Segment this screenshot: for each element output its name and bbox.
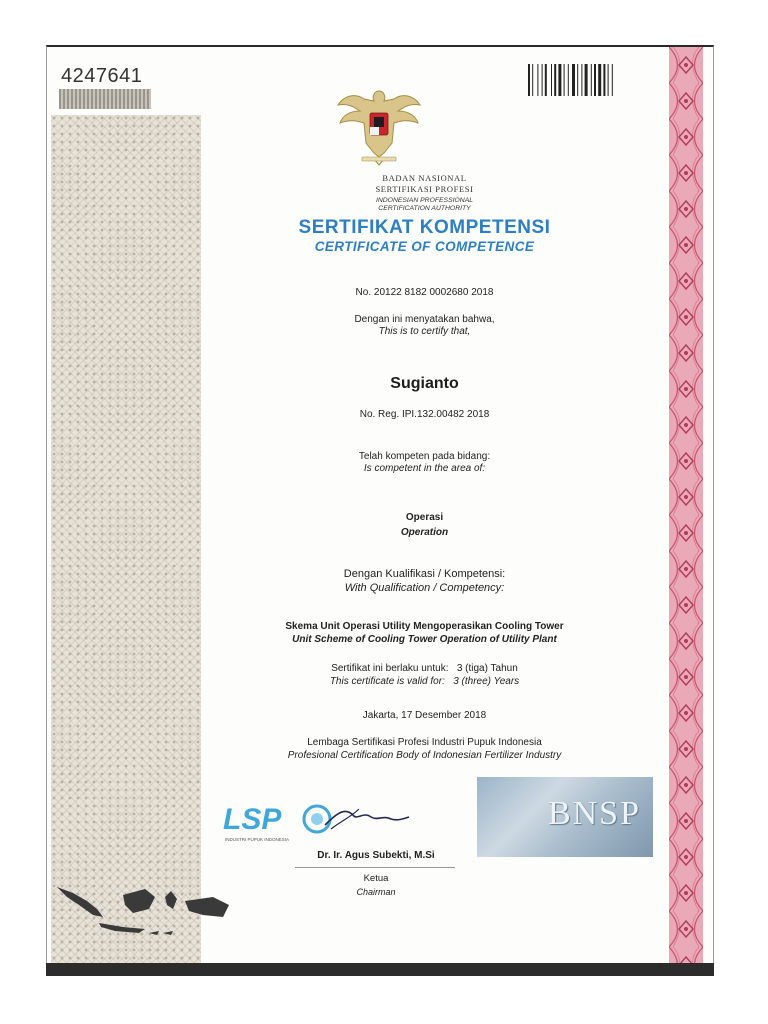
holder-name: Sugianto [390, 375, 459, 392]
signer-role: Ketua [363, 873, 389, 884]
registration-number: No. Reg. IPI.132.00482 2018 [359, 409, 490, 420]
lsp-logo-text: LSP [223, 803, 282, 836]
barcode-bar [542, 64, 543, 96]
barcode-bar [545, 64, 547, 96]
certify-text-en: This is to certify that, [378, 326, 471, 337]
barcode-bar [558, 64, 561, 96]
certification-body-en: Profesional Certification Body of Indonesian Fertilizer Industry [287, 750, 562, 761]
validity-row-en [202, 676, 647, 687]
bnsp-logo-text: BNSP [547, 795, 641, 832]
authority-line-1: BADAN NASIONAL [382, 173, 467, 183]
competency-area-en: Operation [400, 527, 449, 538]
barcode-bar [564, 64, 565, 96]
validity-row [202, 663, 647, 674]
barcode-icon [527, 64, 655, 96]
barcode-bar [532, 64, 533, 96]
scheme-title-en: Unit Scheme of Cooling Tower Operation of Utility Plant [292, 634, 557, 645]
barcode-bar [554, 64, 556, 96]
barcode-bar [612, 64, 613, 96]
validity-value: 3 (tiga) Tahun [456, 663, 518, 674]
barcode-bar [608, 64, 609, 96]
signer-name: Dr. Ir. Agus Subekti, M.Si [317, 850, 435, 861]
lsp-logo-subtext: INDUSTRI PUPUK INDONESIA [225, 837, 290, 842]
authority-line-2: SERTIFIKASI PROFESI [375, 184, 474, 194]
competency-area: Operasi [405, 512, 444, 523]
certificate-title: SERTIFIKAT KOMPETENSI [298, 217, 551, 238]
certificate-page [46, 45, 714, 975]
competent-text-en: Is competent in the area of: [363, 463, 486, 474]
bottom-bar [46, 963, 714, 976]
garuda-emblem-icon [334, 83, 424, 169]
certify-text: Dengan ini menyatakan bahwa, [354, 314, 495, 325]
certificate-number: No. 20122 8182 0002680 2018 [355, 287, 494, 298]
validity-label-en: This certificate is valid for: [329, 676, 445, 687]
barcode-bar [568, 64, 569, 96]
barcode-bar [537, 64, 538, 96]
lsp-logo-icon [221, 795, 421, 845]
barcode-bar [577, 64, 578, 96]
validity-label: Sertifikat ini berlaku untuk: [331, 663, 449, 674]
qualification-label: Dengan Kualifikasi / Kompetensi: [343, 568, 506, 580]
signer-role-en: Chairman [356, 887, 396, 897]
place-date: Jakarta, 17 Desember 2018 [362, 710, 487, 721]
bnsp-hologram [477, 777, 653, 857]
barcode-bar [585, 64, 588, 96]
security-ribbon [669, 47, 703, 975]
barcode-bar [581, 64, 582, 96]
scheme-title: Skema Unit Operasi Utility Mengoperasikan Cooling Tower [285, 621, 564, 632]
indonesia-map-icon [53, 875, 233, 945]
certificate-title-en: CERTIFICATE OF COMPETENCE [314, 239, 535, 254]
authority-line-4: CERTIFICATION AUTHORITY [378, 205, 471, 212]
barcode-bar [528, 64, 530, 96]
barcode-bar [551, 64, 552, 96]
barcode-bar [572, 64, 575, 96]
barcode-bar [603, 64, 605, 96]
barcode-bar [594, 64, 596, 96]
signature-line [295, 867, 455, 868]
certification-body: Lembaga Sertifikasi Profesi Industri Pupuk Indonesia [307, 737, 542, 748]
authority-name-en [202, 197, 647, 213]
qualification-label-en: With Qualification / Competency: [344, 582, 505, 594]
authority-name [202, 173, 647, 195]
security-pattern-strip [51, 115, 201, 965]
competent-text: Telah kompeten pada bidang: [358, 451, 491, 462]
barcode-bar [591, 64, 592, 96]
validity-value-en: 3 (three) Years [453, 676, 520, 687]
authority-line-3: INDONESIAN PROFESSIONAL [375, 197, 474, 204]
serial-number: 4247641 [61, 65, 143, 87]
serial-stamp [59, 89, 151, 109]
barcode-bar [598, 64, 601, 96]
